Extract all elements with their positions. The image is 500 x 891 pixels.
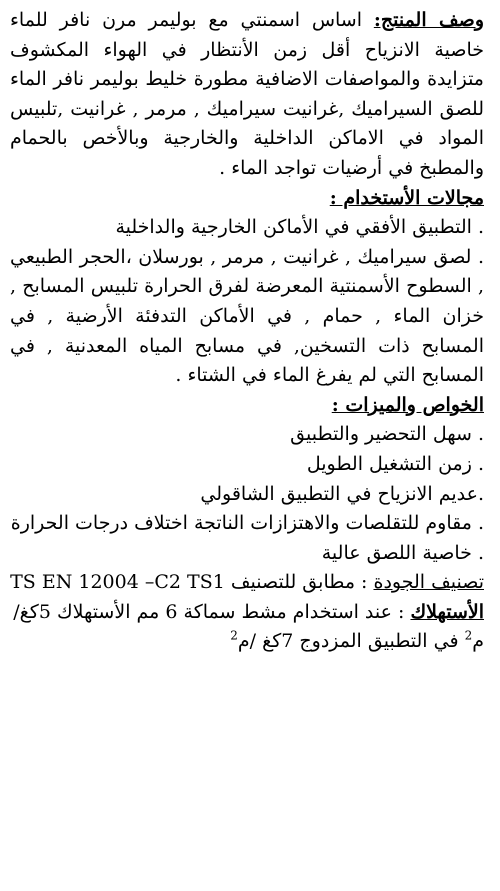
feature-item: . مقاوم للتقلصات والاهتزازات الناتجة اختلاف درجات الحرارة [10, 512, 484, 535]
usage-item: . التطبيق الأفقي في الأماكن الخارجية والداخلية [115, 216, 484, 239]
description-paragraph [10, 6, 484, 184]
usage-heading-line [10, 184, 484, 214]
consumption-unit-exponent: 2 [464, 629, 473, 644]
consumption-unit-exponent-2: 2 [230, 629, 238, 644]
quality-label: تصنيف الجودة [373, 571, 484, 594]
usage-heading: مجالات الأستخدام : [329, 186, 484, 209]
usage-item: . لصق سيراميك , غرانيت , مرمر , بورسلان ،الحجر الطبيعي , السطوح الأسمنتية المعرضة لفرق الحرارة تلبيس المسابح , خزان الماء , حمام , في الأماكن التدفئة الأرضية , في المسابح ذات التسخين, في مسابح المياه المعدنية , في المسابح التي لم يفرغ الماء في الشتاء . [10, 245, 484, 387]
consumption-heading: الأستهلاك [410, 600, 484, 623]
feature-item: . خاصية اللصق عالية [321, 541, 484, 564]
consumption-text-double: في التطبيق المزدوج 7كغ /م [237, 630, 459, 653]
description-text: اساس اسمنتي مع بوليمر مرن نافر للماء خاصية الانزياح أقل زمن الأنتظار في الهواء المكشوف متزايدة والمواصفات الاضافية مطورة خليط بوليمر نافر الماء للصق السيراميك ,غرانيت سيراميك , مرمر , غرانيت ,تلبيس المواد في الاماكن الداخلية والخارجية وبالأخص بالحمام والمطبخ في أرضيات تواجد الماء . [10, 9, 484, 179]
quality-standard: TS EN 12004 –C2 TS1 [10, 571, 225, 594]
feature-item: . سهل التحضير والتطبيق [290, 423, 484, 446]
quality-line [10, 568, 484, 598]
consumption-text: : عند استخدام مشط سماكة 6 مم الأستهلاك 5كغ/ [13, 600, 405, 623]
consumption-line [10, 598, 484, 657]
product-datasheet [0, 6, 500, 657]
quality-text: : مطابق للتصنيف [230, 571, 368, 594]
feature-item: .عديم الانزياح في التطبيق الشاقولي [200, 482, 484, 505]
consumption-unit: م [472, 630, 484, 653]
description-heading: وصف المنتج: [373, 9, 484, 31]
features-heading-line [10, 391, 484, 421]
feature-item: . زمن التشغيل الطويل [306, 452, 484, 475]
features-heading: الخواص والميزات : [331, 393, 484, 416]
